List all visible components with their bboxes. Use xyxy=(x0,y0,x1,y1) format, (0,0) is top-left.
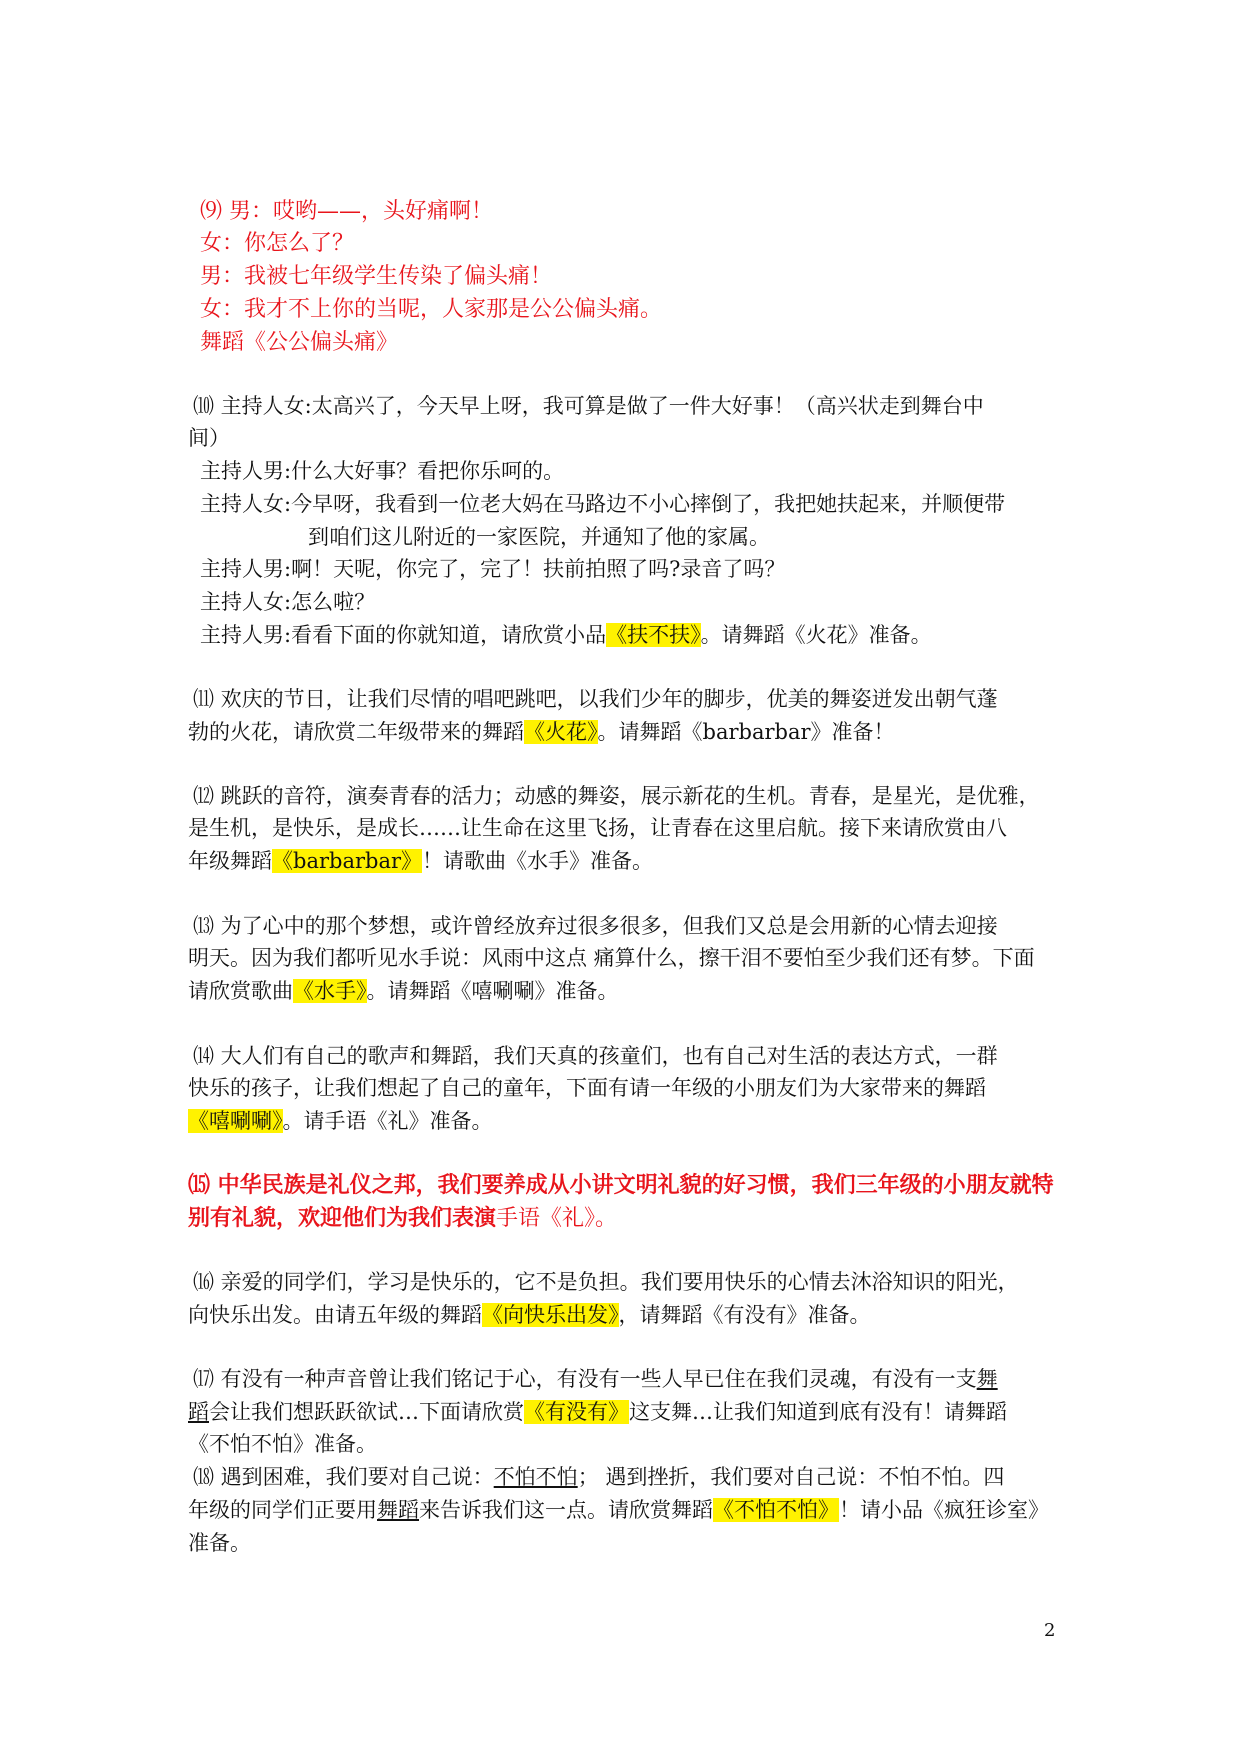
text-line xyxy=(188,1072,1058,1104)
text-segment: 年级的同学们正要用 xyxy=(188,1498,377,1522)
text-line xyxy=(193,910,1063,942)
text-segment: ⑾ 欢庆的节日，让我们尽情的唱吧跳吧，以我们少年的脚步，优美的舞姿迸发出朝气蓬 xyxy=(193,687,998,711)
text-segment: 这支舞…让我们知道到底有没有！请舞蹈 xyxy=(629,1400,1007,1424)
text-segment: 勃的火花，请欣赏二年级带来的舞蹈 xyxy=(188,720,524,744)
text-line xyxy=(200,553,1070,585)
text-line xyxy=(193,1363,1063,1395)
text-line xyxy=(200,586,1070,618)
text-segment: 别有礼貌，欢迎他们为我们表演 xyxy=(188,1205,497,1231)
highlighted-title: 《扶不扶》 xyxy=(606,623,701,647)
text-segment: 间） xyxy=(188,426,230,450)
text-segment: 手语《礼》。 xyxy=(496,1206,618,1231)
text-segment: 准备。 xyxy=(188,1531,251,1555)
text-segment: 男：我被七年级学生传染了偏头痛！ xyxy=(200,264,553,289)
text-segment: 年级舞蹈 xyxy=(188,849,272,873)
text-line xyxy=(188,422,1058,454)
text-line xyxy=(193,780,1063,812)
text-segment: ⒁ 大人们有自己的歌声和舞蹈，我们天真的孩童们，也有自己对生活的表达方式，一群 xyxy=(193,1044,998,1068)
text-segment: ，请舞蹈《有没有》准备。 xyxy=(618,1303,871,1327)
text-line xyxy=(188,1202,1058,1235)
text-segment: ！请小品《疯狂诊室》 xyxy=(839,1498,1049,1522)
text-line xyxy=(193,1266,1063,1298)
text-segment: 《不怕不怕》准备。 xyxy=(188,1432,377,1456)
text-line xyxy=(188,1105,1058,1137)
text-line xyxy=(188,1396,1058,1428)
text-segment: ⑼ 男：哎哟——，头好痛啊！ xyxy=(200,199,493,224)
text-segment: ⒅ 遇到困难，我们要对自己说： xyxy=(193,1465,494,1489)
text-segment: 请欣赏歌曲 xyxy=(188,979,293,1003)
highlighted-title: 《有没有》 xyxy=(524,1400,629,1424)
text-line xyxy=(193,683,1063,715)
text-segment: ⒄ 有没有一种声音曾让我们铭记于心，有没有一些人早已住在我们灵魂，有没有一支 xyxy=(193,1367,977,1391)
text-line xyxy=(188,942,1058,974)
text-segment: ⒂ 中华民族是礼仪之邦，我们要养成从小讲文明礼貌的好习惯，我们三年级的小朋友就特 xyxy=(188,1172,1054,1198)
text-segment: 蹈 xyxy=(188,1400,209,1424)
text-segment: 主持人女:今早呀，我看到一位老大妈在马路边不小心摔倒了，我把她扶起来，并顺便带 xyxy=(200,492,1006,516)
text-segment: 女：你怎么了？ xyxy=(200,231,355,256)
text-line xyxy=(200,488,1070,520)
text-segment: 会让我们想跃跃欲试…下面请欣赏 xyxy=(209,1400,524,1424)
text-line xyxy=(193,390,1063,422)
text-line xyxy=(193,1461,1063,1493)
text-segment: 舞 xyxy=(976,1367,998,1391)
text-line xyxy=(200,294,1070,326)
text-line xyxy=(188,812,1058,844)
text-segment: 。请舞蹈《barbarbar》准备！ xyxy=(597,720,895,744)
text-segment: 舞蹈《公公偏头痛》 xyxy=(200,330,399,355)
highlighted-title: 《嘻唰唰》 xyxy=(188,1109,283,1133)
text-line xyxy=(308,521,1178,553)
text-line xyxy=(200,619,1070,651)
highlighted-title: 《火花》 xyxy=(524,720,598,744)
text-segment: 是生机，是快乐，是成长……让生命在这里飞扬，让青春在这里启航。接下来请欣赏由八 xyxy=(188,816,1007,840)
text-line xyxy=(200,228,1070,260)
text-line xyxy=(188,1428,1058,1460)
text-line xyxy=(188,1527,1058,1559)
highlighted-title: 《barbarbar》 xyxy=(272,849,423,873)
highlighted-title: 《不怕不怕》 xyxy=(713,1498,839,1522)
text-segment: 到咱们这儿附近的一家医院，并通知了他的家属。 xyxy=(308,525,770,549)
page-number: 2 xyxy=(1044,1620,1056,1641)
text-segment: 。请手语《礼》准备。 xyxy=(282,1109,493,1133)
text-line xyxy=(200,196,1070,228)
text-segment: 。请舞蹈《嘻唰唰》准备。 xyxy=(366,979,619,1003)
text-segment: 。请舞蹈《火花》准备。 xyxy=(700,623,932,647)
text-segment: 主持人男:啊！天呢，你完了，完了！扶前拍照了吗?录音了吗？ xyxy=(200,557,786,581)
text-segment: ⒀ 为了心中的那个梦想，或许曾经放弃过很多很多，但我们又总是会用新的心情去迎接 xyxy=(193,914,998,938)
text-segment: 明天。因为我们都听见水手说：风雨中这点 痛算什么，擦干泪不要怕至少我们还有梦。下面 xyxy=(188,946,1035,970)
text-segment: 舞蹈 xyxy=(377,1498,419,1522)
text-segment: 快乐的孩子，让我们想起了自己的童年，下面有请一年级的小朋友们为大家带来的舞蹈 xyxy=(188,1076,986,1100)
text-segment: ⒃ 亲爱的同学们，学习是快乐的，它不是负担。我们要用快乐的心情去沐浴知识的阳光， xyxy=(193,1270,1019,1294)
text-segment: 不怕不怕 xyxy=(493,1465,578,1489)
highlighted-title: 《向快乐出发》 xyxy=(482,1303,619,1327)
text-line xyxy=(193,1040,1063,1072)
text-segment: ； 遇到挫折，我们要对自己说：不怕不怕。四 xyxy=(577,1465,1005,1489)
text-line xyxy=(200,455,1070,487)
text-segment: 向快乐出发。由请五年级的舞蹈 xyxy=(188,1303,482,1327)
text-line xyxy=(188,1169,1058,1202)
text-line xyxy=(188,975,1058,1007)
text-segment: 女：我才不上你的当呢，人家那是公公偏头痛。 xyxy=(200,297,663,322)
text-line xyxy=(200,261,1070,293)
text-line xyxy=(188,845,1058,877)
text-line xyxy=(188,1299,1058,1331)
text-segment: 主持人女:怎么啦？ xyxy=(200,590,376,614)
text-segment: 来告诉我们这一点。请欣赏舞蹈 xyxy=(419,1498,713,1522)
text-segment: ！请歌曲《水手》准备。 xyxy=(422,849,654,873)
text-segment: ⑿ 跳跃的音符，演奏青春的活力；动感的舞姿，展示新花的生机。青春，是星光，是优雅， xyxy=(193,784,1040,808)
text-line xyxy=(200,327,1070,359)
text-line xyxy=(188,1494,1058,1526)
text-segment: ⑽ 主持人女:太高兴了，今天早上呀，我可算是做了一件大好事！（高兴状走到舞台中 xyxy=(193,394,984,418)
highlighted-title: 《水手》 xyxy=(293,979,367,1003)
text-line xyxy=(188,716,1058,748)
text-segment: 主持人男:看看下面的你就知道，请欣赏小品 xyxy=(200,623,607,647)
text-segment: 主持人男:什么大好事？看把你乐呵的。 xyxy=(200,459,565,483)
